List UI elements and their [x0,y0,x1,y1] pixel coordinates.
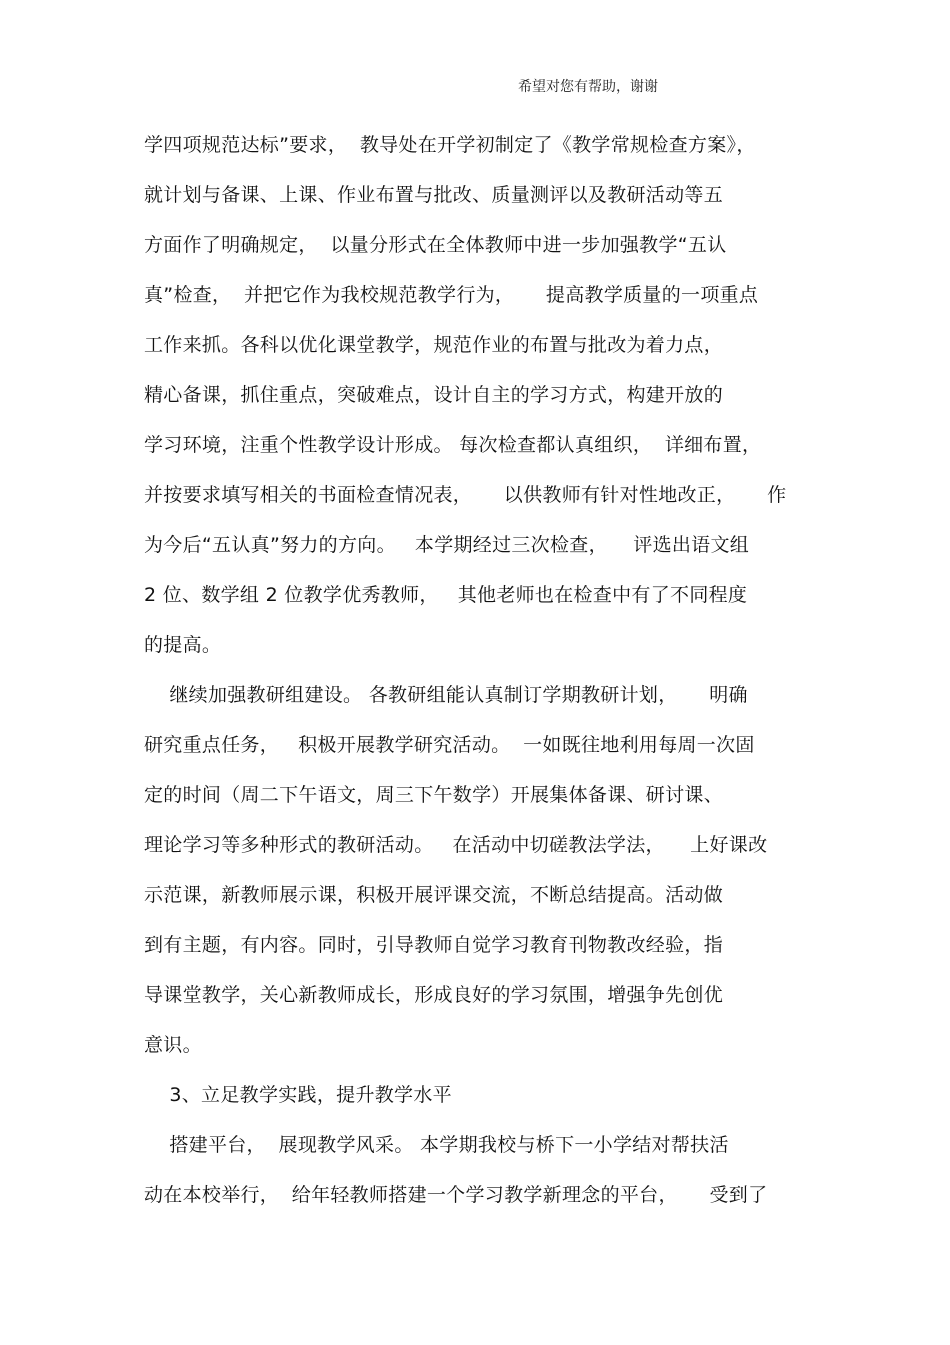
text-line: 工作来抓。各科以优化课堂教学，规范作业的布置与批改为着力点， [144,334,724,356]
text-line: 就计划与备课、上课、作业布置与批改、质量测评以及教研活动等五 [144,184,724,206]
text-line: 并按要求填写相关的书面检查情况表， 以供教师有针对性地改正， 作 [144,484,787,506]
text-line: 的提高。 [144,634,222,656]
text-line: 意识。 [144,1034,202,1056]
text-line: 真”检查， 并把它作为我校规范教学行为， 提高教学质量的一项重点 [144,284,759,306]
text-line: 示范课，新教师展示课，积极开展评课交流，不断总结提高。活动做 [144,884,724,906]
section-heading: 3、立足教学实践，提升教学水平 [144,1084,452,1106]
text-line: 研究重点任务， 积极开展教学研究活动。 一如既往地利用每周一次固 [144,734,755,756]
text-line: 学四项规范达标”要求， 教导处在开学初制定了《教学常规检查方案》， [144,134,756,156]
text-line: 2 位、数学组 2 位教学优秀教师， 其他老师也在检查中有了不同程度 [144,584,748,606]
text-line: 动在本校举行， 给年轻教师搭建一个学习教学新理念的平台， 受到了 [144,1184,768,1206]
text-line: 继续加强教研组建设。 各教研组能认真制订学期教研计划， 明确 [144,684,748,706]
text-line: 学习环境，注重个性教学设计形成。 每次检查都认真组织， 详细布置， [144,434,762,456]
text-line: 方面作了明确规定， 以量分形式在全体教师中进一步加强教学“五认 [144,234,727,256]
text-line: 到有主题，有内容。同时，引导教师自觉学习教育刊物教改经验，指 [144,934,724,956]
text-line: 导课堂教学，关心新教师成长，形成良好的学习氛围，增强争先创优 [144,984,724,1006]
text-line: 理论学习等多种形式的教研活动。 在活动中切磋教法学法， 上好课改 [144,834,768,856]
text-line: 精心备课，抓住重点，突破难点，设计自主的学习方式，构建开放的 [144,384,724,406]
page-header: 希望对您有帮助，谢谢 [518,79,658,95]
text-line: 定的时间（周二下午语文，周三下午数学）开展集体备课、研讨课、 [144,784,724,806]
text-line: 为今后“五认真”努力的方向。 本学期经过三次检查， 评选出语文组 [144,534,750,556]
text-line: 搭建平台， 展现教学风采。 本学期我校与桥下一小学结对帮扶活 [144,1134,729,1156]
